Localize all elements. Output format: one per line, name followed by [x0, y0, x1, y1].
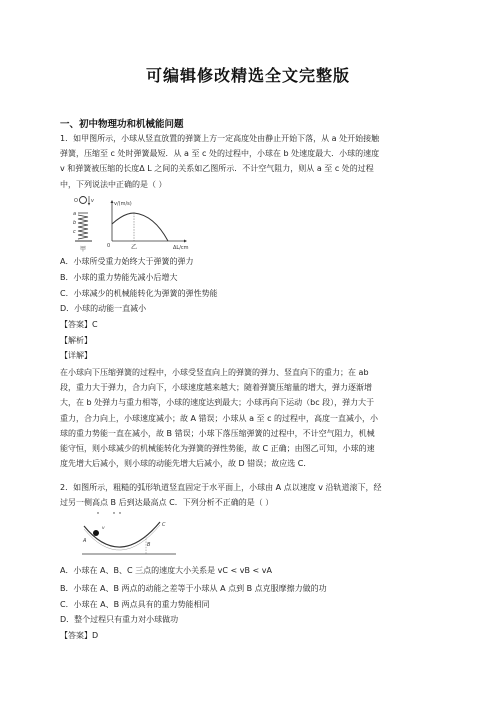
- q1-fig-v-axis: v/(m/s): [114, 201, 132, 207]
- q1-graph-curve: [112, 213, 168, 241]
- q2-figure: [80, 510, 180, 560]
- q1-figure: [72, 193, 212, 253]
- q1-option-d: D．小球的动能一直减小: [60, 304, 147, 313]
- q2-option-b: B．小球在 A、B 两点的动能之差等于小球从 A 点到 B 点克服摩擦力做的功: [60, 584, 327, 593]
- q1-fig-v: v: [91, 198, 94, 204]
- q1-explanation: [60, 365, 438, 471]
- ball-icon: [80, 197, 87, 204]
- q2-fig-v: v: [102, 526, 105, 531]
- q1-fig-l-axis: ΔL/cm: [173, 245, 189, 251]
- q2-fig-A: A: [83, 538, 87, 544]
- q1-option-a: A．小球所受重力始终大于弹簧的弹力: [60, 257, 194, 266]
- q1-option-b: B．小球的重力势能先减小后增大: [60, 273, 178, 282]
- q1-stem-line: 1．如甲图所示，小球从竖直放置的弹簧上方一定高度处由静止开始下落，从 a 处开始接触: [60, 134, 380, 143]
- q1-explanation-line: 能守恒，则小球减少的机械能转化为弹簧的弹性势能，故 C 正确；由图乙可知，小球的速: [60, 444, 375, 454]
- q1-stem-line: v 和弹簧被压缩的长度Δ L 之间的关系如乙图所示．不计空气阻力，则从 a 至 c 处的过程: [60, 164, 374, 174]
- q2-stem-line: 过另一侧高点 B 后到达最高点 C．下列分析不正确的是（ ）: [60, 498, 274, 508]
- q2-ball-icon: [93, 530, 99, 536]
- q1-explanation-line: 在小球向下压缩弹簧的过程中，小球受竖直向上的弹簧的弹力、竖直向下的重力；在 ab: [60, 368, 369, 377]
- spring-icon: [78, 213, 88, 239]
- q1-detail-heading: 【详解】: [60, 351, 92, 360]
- q2-fig-B: B: [147, 542, 151, 548]
- q1-explanation-line: 球的重力势能一直在减小，故 B 错误；小球下落压缩弹簧的过程中，不计空气阻力，机械: [60, 428, 375, 438]
- q1-fig-c: c: [73, 229, 76, 235]
- q1-option-c: C．小球减少的机械能转化为弹簧的弹性势能: [60, 289, 218, 298]
- q1-fig-O: O: [74, 198, 78, 204]
- q1-analysis-heading: 【解析】: [60, 336, 92, 345]
- q2-fig-C: C: [162, 522, 166, 528]
- q1-explanation-line: 段，重力大于弹力，合力向下，小球速度越来越大；随着弹簧压缩量的增大，弹力逐渐增: [60, 383, 372, 393]
- q2-option-d: D．整个过程只有重力对小球做功: [60, 615, 179, 624]
- q1-stem: [60, 131, 438, 192]
- q1-explanation-line: 重力，合力向上，小球速度减小；故 A 错误；小球从 a 至 c 的过程中，高度一直减小，小: [60, 413, 379, 423]
- section-title: 一、初中物理功和机械能问题: [60, 119, 184, 130]
- q2-option-a: A．小球在 A、B、C 三点的速度大小关系是 vC < vB < vA: [60, 566, 272, 575]
- q2-option-c: C．小球在 A、B 两点具有的重力势能相同: [60, 600, 210, 609]
- q1-explanation-line: 大，在 b 处弹力与重力相等，小球的速度达到最大；小球再向下运动（bc 段），弹力大于: [60, 398, 375, 408]
- q2-stem: [60, 480, 438, 510]
- q2-stem-line: 2．如图所示，粗糙的弧形轨道竖直固定于水平面上，小球由 A 点以速度 v 沿轨道滚下，经: [60, 483, 382, 492]
- q1-fig-a: a: [73, 211, 77, 217]
- document-title: 可编辑修改精选全文完整版: [145, 66, 350, 85]
- q1-stem-line: 中，下列说法中正确的是（ ）: [60, 179, 167, 189]
- q1-stem-line: 弹簧，压缩至 c 处时弹簧最短．从 a 至 c 处的过程中，小球在 b 处速度最大．小球的速度: [60, 149, 380, 159]
- q1-fig-yi: 乙: [131, 244, 138, 251]
- q1-fig-origin: 0: [107, 243, 111, 249]
- q1-fig-jia: 甲: [80, 246, 87, 253]
- q1-fig-b: b: [73, 220, 77, 226]
- q1-answer: 【答案】C: [60, 320, 98, 329]
- q2-answer: 【答案】D: [60, 631, 99, 640]
- q1-explanation-line: 度先增大后减小，则小球的动能先增大后减小，故 D 错误；故应选 C．: [60, 459, 312, 469]
